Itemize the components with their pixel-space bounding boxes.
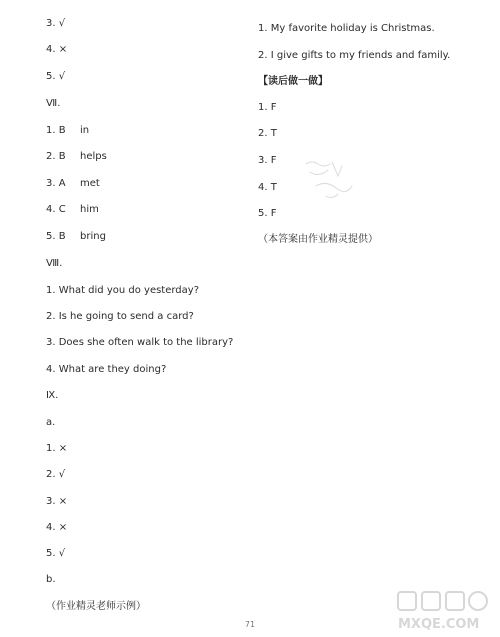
line-text: 【读后做一做】 [258, 76, 328, 87]
answer-word: met [80, 178, 100, 189]
line-text: 1. B [46, 125, 66, 136]
line-text: 4. × [46, 44, 68, 55]
answer-word: helps [80, 151, 107, 162]
left-line [46, 495, 67, 509]
line-text: 3. A [46, 178, 66, 189]
page-number: 71 [244, 620, 256, 629]
answer-word: in [80, 125, 90, 136]
line-text: 2. T [258, 128, 277, 139]
left-line [46, 124, 89, 138]
handwritten-stamp-watermark [296, 152, 366, 208]
right-line [258, 49, 450, 63]
left-line [46, 230, 106, 244]
left-line [46, 600, 146, 614]
left-line [46, 284, 199, 298]
line-text: （本答案由作业精灵提供） [258, 234, 378, 245]
line-text: Ⅷ. [46, 258, 63, 269]
line-text: Ⅶ. [46, 98, 61, 109]
line-text: 4. T [258, 182, 277, 193]
right-line [258, 207, 276, 221]
right-line [258, 127, 277, 141]
left-line [46, 257, 62, 271]
line-text: 5. B [46, 231, 66, 242]
line-text: b. [46, 574, 56, 585]
left-line [46, 442, 67, 456]
right-line [258, 22, 435, 36]
left-line [46, 547, 65, 561]
line-text: 4. C [46, 204, 66, 215]
left-line [46, 203, 99, 217]
line-text: 1. × [46, 443, 68, 454]
left-line [46, 177, 100, 191]
line-text: 5. F [258, 208, 277, 219]
line-text: 3. √ [46, 18, 66, 29]
line-text: 3. × [46, 496, 68, 507]
line-text: 2. I give gifts to my friends and family. [258, 50, 451, 61]
left-line [46, 336, 233, 350]
line-text: 2. √ [46, 469, 66, 480]
left-line [46, 150, 107, 164]
left-line [46, 521, 67, 535]
line-text: 4. × [46, 522, 68, 533]
left-line [46, 17, 65, 31]
line-text: Ⅸ. [46, 390, 59, 401]
left-line [46, 70, 65, 84]
line-text: 1. What did you do yesterday? [46, 285, 200, 296]
right-line [258, 101, 276, 115]
left-line [46, 43, 67, 57]
line-text: 1. F [258, 102, 277, 113]
left-line [46, 310, 194, 324]
line-text: 2. Is he going to send a card? [46, 311, 194, 322]
left-line [46, 416, 55, 430]
right-line [258, 75, 328, 89]
line-text: 5. √ [46, 71, 66, 82]
answer-word: him [80, 204, 99, 215]
line-text: 3. F [258, 155, 277, 166]
line-text: 4. What are they doing? [46, 364, 167, 375]
logo-text: MXQE.COM [398, 617, 480, 632]
line-text: 3. Does she often walk to the library? [46, 337, 234, 348]
right-line [258, 233, 378, 247]
left-line [46, 97, 60, 111]
left-line [46, 389, 58, 403]
left-line [46, 468, 65, 482]
right-line [258, 154, 276, 168]
line-text: 2. B [46, 151, 66, 162]
left-line [46, 573, 56, 587]
line-text: 5. √ [46, 548, 66, 559]
line-text: （作业精灵老师示例） [46, 601, 146, 612]
right-line [258, 181, 277, 195]
left-line [46, 363, 166, 377]
line-text: a. [46, 417, 56, 428]
answer-word: bring [80, 231, 106, 242]
line-text: 1. My favorite holiday is Christmas. [258, 23, 435, 34]
